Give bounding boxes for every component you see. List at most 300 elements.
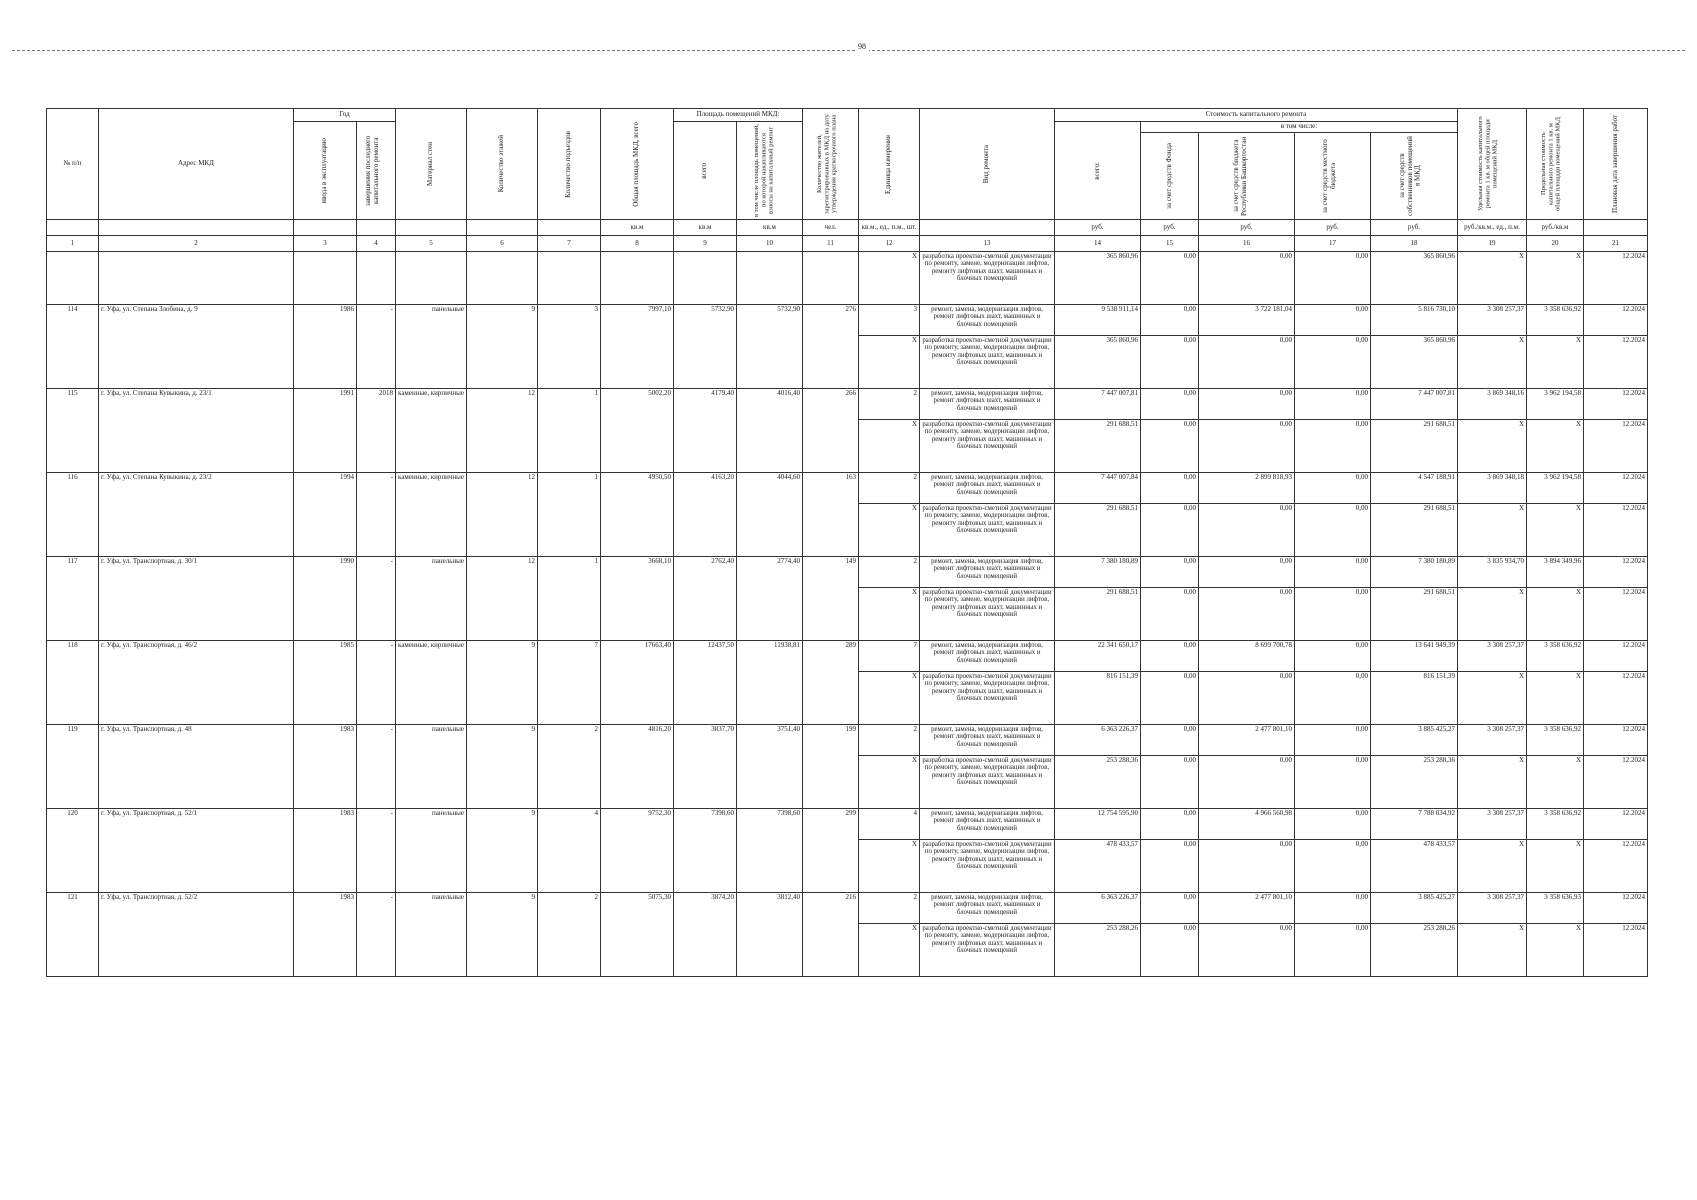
column-number-18: 18 xyxy=(1371,236,1458,252)
floors-cell: 9 xyxy=(467,641,538,725)
unit-cost-cell: Х xyxy=(1458,924,1527,977)
unit-label-5 xyxy=(396,220,467,236)
residents-cell: 216 xyxy=(803,893,859,977)
cost-local-cell: 0,00 xyxy=(1295,924,1371,977)
column-number-19: 19 xyxy=(1458,236,1527,252)
limit-cost-cell: Х xyxy=(1527,252,1584,305)
work-cell: разработка проектно-сметной документации по ремонту, замене, модернизации лифтов, ремонту лифтовых шахт, машинных и блочных помещений xyxy=(920,504,1055,557)
unit-label-19: руб./кв.м., ед., п.м. xyxy=(1458,220,1527,236)
cost-total-cell: 291 688,51 xyxy=(1055,420,1141,473)
cost-local-cell: 0,00 xyxy=(1295,893,1371,924)
address-cell: г. Уфа, ул. Степана Кувыкина, д. 23/1 xyxy=(99,389,294,473)
unit-cell: 3 xyxy=(859,305,920,336)
work-cell: разработка проектно-сметной документации по ремонту, замене, модернизации лифтов, ремонту лифтовых шахт, машинных и блочных помещений xyxy=(920,252,1055,305)
work-cell: разработка проектно-сметной документации по ремонту, замене, модернизации лифтов, ремонту лифтовых шахт, машинных и блочных помещений xyxy=(920,756,1055,809)
limit-cost-cell: 3 962 194,58 xyxy=(1527,389,1584,420)
cost-republic-cell: 0,00 xyxy=(1199,924,1295,977)
work-cell: ремонт, замена, модернизация лифтов, ремонт лифтовых шахт, машинных и блочных помещений xyxy=(920,305,1055,336)
last-repair-cell: - xyxy=(357,473,396,557)
date-cell: 12.2024 xyxy=(1584,336,1648,389)
cost-owners-cell: 5 816 730,10 xyxy=(1371,305,1458,336)
entrances-cell: 7 xyxy=(538,641,601,725)
material-cell: панельные xyxy=(396,809,467,893)
cost-republic-cell: 2 899 818,93 xyxy=(1199,473,1295,504)
header-cost-total: всего: xyxy=(1055,122,1141,220)
unit-cost-cell: 3 835 934,70 xyxy=(1458,557,1527,588)
limit-cost-cell: 3 358 636,92 xyxy=(1527,641,1584,672)
premises-total-cell: 12437,50 xyxy=(674,641,737,725)
cost-local-cell: 0,00 xyxy=(1295,641,1371,672)
cost-republic-cell: 0,00 xyxy=(1199,588,1295,641)
cost-total-cell: 365 860,96 xyxy=(1055,252,1141,305)
entrances-cell: 1 xyxy=(538,473,601,557)
unit-label-6 xyxy=(467,220,538,236)
premises-fund-cell: 4044,60 xyxy=(737,473,803,557)
column-number-9: 9 xyxy=(674,236,737,252)
cost-fund-cell: 0,00 xyxy=(1141,336,1199,389)
cost-total-cell: 22 341 650,17 xyxy=(1055,641,1141,672)
residents-cell: 163 xyxy=(803,473,859,557)
table-row xyxy=(47,305,1648,336)
cost-fund-cell: 0,00 xyxy=(1141,588,1199,641)
cost-fund-cell: 0,00 xyxy=(1141,641,1199,672)
cost-republic-cell: 0,00 xyxy=(1199,672,1295,725)
header-total-area: Общая площадь МКД, всего xyxy=(601,109,674,220)
date-cell: 12.2024 xyxy=(1584,588,1648,641)
header-cost-group: Стоимость капитального ремонта xyxy=(1055,109,1458,122)
unit-cost-cell: 3 308 257,37 xyxy=(1458,305,1527,336)
unit-label-9: кв.м xyxy=(674,220,737,236)
material-cell: каменные, кирпичные xyxy=(396,641,467,725)
column-number-12: 12 xyxy=(859,236,920,252)
residents-cell: 199 xyxy=(803,725,859,809)
unit-cell: Х xyxy=(859,840,920,893)
unit-cost-cell: Х xyxy=(1458,336,1527,389)
floors-cell: 9 xyxy=(467,725,538,809)
unit-cell: 2 xyxy=(859,557,920,588)
work-cell: ремонт, замена, модернизация лифтов, ремонт лифтовых шахт, машинных и блочных помещений xyxy=(920,725,1055,756)
premises-fund-cell: 7398,60 xyxy=(737,809,803,893)
header-including: в том числе: xyxy=(1141,122,1458,133)
last-repair-cell: - xyxy=(357,893,396,977)
column-number-11: 11 xyxy=(803,236,859,252)
total-area-cell: 5075,30 xyxy=(601,893,674,977)
capital-repair-table xyxy=(46,108,1648,977)
total-area-cell: 4950,50 xyxy=(601,473,674,557)
year-cell: 1991 xyxy=(294,389,357,473)
column-number-7: 7 xyxy=(538,236,601,252)
residents-cell: 276 xyxy=(803,305,859,389)
premises-fund-cell: 3751,40 xyxy=(737,725,803,809)
header-wall-material: Материал стен xyxy=(396,109,467,220)
cost-fund-cell: 0,00 xyxy=(1141,672,1199,725)
limit-cost-cell: Х xyxy=(1527,336,1584,389)
address-cell: г. Уфа, ул. Транспортная, д. 52/1 xyxy=(99,809,294,893)
premises-fund-cell: 5732,90 xyxy=(737,305,803,389)
column-number-3: 3 xyxy=(294,236,357,252)
premises-total-cell: 2762,40 xyxy=(674,557,737,641)
cost-local-cell: 0,00 xyxy=(1295,840,1371,893)
premises-total-cell: 3874,20 xyxy=(674,893,737,977)
material-cell: каменные, кирпичные xyxy=(396,473,467,557)
cost-local-cell: 0,00 xyxy=(1295,809,1371,840)
column-number-21: 21 xyxy=(1584,236,1648,252)
cost-total-cell: 291 688,51 xyxy=(1055,504,1141,557)
year-cell: 1990 xyxy=(294,557,357,641)
cost-owners-cell: 291 688,51 xyxy=(1371,420,1458,473)
cost-owners-cell: 291 688,51 xyxy=(1371,504,1458,557)
cost-owners-cell: 478 433,57 xyxy=(1371,840,1458,893)
unit-cell: Х xyxy=(859,504,920,557)
total-area-cell: 7997,10 xyxy=(601,305,674,389)
cost-local-cell: 0,00 xyxy=(1295,252,1371,305)
cost-fund-cell: 0,00 xyxy=(1141,840,1199,893)
address-cell: г. Уфа, ул. Степана Злобина, д. 9 xyxy=(99,305,294,389)
work-cell: разработка проектно-сметной документации по ремонту, замене, модернизации лифтов, ремонту лифтовых шахт, машинных и блочных помещений xyxy=(920,420,1055,473)
column-number-5: 5 xyxy=(396,236,467,252)
premises-total-cell: 7398,60 xyxy=(674,809,737,893)
unit-cost-cell: 3 308 257,37 xyxy=(1458,893,1527,924)
floors-cell: 12 xyxy=(467,557,538,641)
cost-fund-cell: 0,00 xyxy=(1141,473,1199,504)
cost-fund-cell: 0,00 xyxy=(1141,893,1199,924)
unit-cell: Х xyxy=(859,420,920,473)
cost-local-cell: 0,00 xyxy=(1295,557,1371,588)
unit-cost-cell: Х xyxy=(1458,420,1527,473)
address-cell: г. Уфа, ул. Транспортная, д. 46/2 xyxy=(99,641,294,725)
unit-cell: Х xyxy=(859,588,920,641)
unit-cell: Х xyxy=(859,756,920,809)
limit-cost-cell: 3 358 636,93 xyxy=(1527,893,1584,924)
header-address: Адрес МКД xyxy=(99,109,294,220)
unit-cell: 2 xyxy=(859,725,920,756)
column-number-17: 17 xyxy=(1295,236,1371,252)
column-number-20: 20 xyxy=(1527,236,1584,252)
limit-cost-cell: 3 358 636,92 xyxy=(1527,305,1584,336)
year-cell: 1983 xyxy=(294,893,357,977)
cost-local-cell: 0,00 xyxy=(1295,725,1371,756)
cost-total-cell: 7 447 007,84 xyxy=(1055,473,1141,504)
unit-label-20: руб./кв.м xyxy=(1527,220,1584,236)
limit-cost-cell: Х xyxy=(1527,756,1584,809)
material-cell: каменные, кирпичные xyxy=(396,389,467,473)
table-row xyxy=(47,809,1648,840)
unit-cost-cell: Х xyxy=(1458,756,1527,809)
date-cell: 12.2024 xyxy=(1584,473,1648,504)
cost-total-cell: 6 363 226,37 xyxy=(1055,725,1141,756)
date-cell: 12.2024 xyxy=(1584,809,1648,840)
unit-label-7 xyxy=(538,220,601,236)
unit-label-17: руб. xyxy=(1295,220,1371,236)
header-unit: Единица измерения xyxy=(859,109,920,220)
year-cell: 1983 xyxy=(294,809,357,893)
work-cell: ремонт, замена, модернизация лифтов, ремонт лифтовых шахт, машинных и блочных помещений xyxy=(920,893,1055,924)
unit-cell: Х xyxy=(859,252,920,305)
date-cell: 12.2024 xyxy=(1584,672,1648,725)
date-cell: 12.2024 xyxy=(1584,389,1648,420)
date-cell: 12.2024 xyxy=(1584,924,1648,977)
header-cost-republic: за счет средств бюджета Республики Башкортостан xyxy=(1199,133,1295,220)
cost-total-cell: 9 538 911,14 xyxy=(1055,305,1141,336)
column-number-10: 10 xyxy=(737,236,803,252)
cost-fund-cell: 0,00 xyxy=(1141,504,1199,557)
address-cell: г. Уфа, ул. Степана Кувыкина, д. 23/2 xyxy=(99,473,294,557)
unit-label-12: кв.м., ед., п.м., шт. xyxy=(859,220,920,236)
unit-label-14: руб. xyxy=(1055,220,1141,236)
material-cell: панельные xyxy=(396,725,467,809)
last-repair-cell: - xyxy=(357,557,396,641)
cost-republic-cell: 0,00 xyxy=(1199,557,1295,588)
cost-total-cell: 816 151,39 xyxy=(1055,672,1141,725)
limit-cost-cell: 3 358 636,92 xyxy=(1527,809,1584,840)
header-entrances: Количество подъездов xyxy=(538,109,601,220)
cost-owners-cell: 253 288,36 xyxy=(1371,756,1458,809)
cost-owners-cell: 365 860,96 xyxy=(1371,336,1458,389)
header-premises-group: Площадь помещений МКД: xyxy=(674,109,803,122)
cost-total-cell: 253 288,36 xyxy=(1055,756,1141,809)
header-cost-local: за счет средств местного бюджета xyxy=(1295,133,1371,220)
unit-label-3 xyxy=(294,220,357,236)
year-cell: 1986 xyxy=(294,305,357,389)
address-cell: г. Уфа, ул. Транспортная, д. 52/2 xyxy=(99,893,294,977)
cost-total-cell: 7 447 007,81 xyxy=(1055,389,1141,420)
header-unit-cost: Удельная стоимость капитального ремонта 1 кв. м общей площади помещений МКД xyxy=(1458,109,1527,220)
limit-cost-cell: Х xyxy=(1527,924,1584,977)
cost-local-cell: 0,00 xyxy=(1295,756,1371,809)
floors-cell: 12 xyxy=(467,389,538,473)
limit-cost-cell: Х xyxy=(1527,588,1584,641)
column-number-14: 14 xyxy=(1055,236,1141,252)
total-area-cell: 9752,30 xyxy=(601,809,674,893)
cost-fund-cell: 0,00 xyxy=(1141,725,1199,756)
unit-cell: Х xyxy=(859,672,920,725)
limit-cost-cell: Х xyxy=(1527,420,1584,473)
unit-cell: 4 xyxy=(859,809,920,840)
entrances-cell: 1 xyxy=(538,557,601,641)
premises-total-cell: 4179,40 xyxy=(674,389,737,473)
work-cell: разработка проектно-сметной документации по ремонту, замене, модернизации лифтов, ремонту лифтовых шахт, машинных и блочных помещений xyxy=(920,672,1055,725)
address-cell: г. Уфа, ул. Транспортная, д. 48 xyxy=(99,725,294,809)
table-row xyxy=(47,473,1648,504)
premises-fund-cell: 11938,81 xyxy=(737,641,803,725)
cost-local-cell: 0,00 xyxy=(1295,336,1371,389)
premises-fund-cell: 2774,40 xyxy=(737,557,803,641)
cost-fund-cell: 0,00 xyxy=(1141,305,1199,336)
column-number-6: 6 xyxy=(467,236,538,252)
unit-cost-cell: Х xyxy=(1458,252,1527,305)
entrances-cell: 2 xyxy=(538,725,601,809)
column-number-4: 4 xyxy=(357,236,396,252)
unit-cost-cell: 3 869 348,16 xyxy=(1458,389,1527,420)
cost-owners-cell: 4 547 188,91 xyxy=(1371,473,1458,504)
cost-fund-cell: 0,00 xyxy=(1141,924,1199,977)
work-cell: ремонт, замена, модернизация лифтов, ремонт лифтовых шахт, машинных и блочных помещений xyxy=(920,557,1055,588)
entrances-cell: 4 xyxy=(538,809,601,893)
column-number-1: 1 xyxy=(47,236,99,252)
date-cell: 12.2024 xyxy=(1584,504,1648,557)
entrances-cell: 1 xyxy=(538,389,601,473)
row-number-cell: 121 xyxy=(47,893,99,977)
cost-fund-cell: 0,00 xyxy=(1141,252,1199,305)
table-row xyxy=(47,389,1648,420)
table-row xyxy=(47,725,1648,756)
cost-republic-cell: 0,00 xyxy=(1199,840,1295,893)
floors-cell: 12 xyxy=(467,473,538,557)
date-cell: 12.2024 xyxy=(1584,756,1648,809)
limit-cost-cell: 3 962 194,58 xyxy=(1527,473,1584,504)
header-cost-fund: за счет средств Фонда xyxy=(1141,133,1199,220)
unit-label-11: чел. xyxy=(803,220,859,236)
limit-cost-cell: 3 894 349,96 xyxy=(1527,557,1584,588)
floors-cell: 9 xyxy=(467,893,538,977)
unit-label-1 xyxy=(47,220,99,236)
header-year-group: Год xyxy=(294,109,396,122)
entrances-cell: 3 xyxy=(538,305,601,389)
cost-total-cell: 7 380 180,89 xyxy=(1055,557,1141,588)
date-cell: 12.2024 xyxy=(1584,557,1648,588)
column-number-8: 8 xyxy=(601,236,674,252)
header-premises-total: всего xyxy=(674,122,737,220)
table-body xyxy=(47,252,1648,977)
cost-republic-cell: 3 722 181,04 xyxy=(1199,305,1295,336)
continuation-row xyxy=(47,252,1648,305)
cost-owners-cell: 7 447 007,81 xyxy=(1371,389,1458,420)
row-number-cell: 115 xyxy=(47,389,99,473)
cost-owners-cell: 291 688,51 xyxy=(1371,588,1458,641)
material-cell: панельные xyxy=(396,557,467,641)
work-cell: разработка проектно-сметной документации по ремонту, замене, модернизации лифтов, ремонту лифтовых шахт, машинных и блочных помещений xyxy=(920,840,1055,893)
row-number-cell: 119 xyxy=(47,725,99,809)
limit-cost-cell: Х xyxy=(1527,840,1584,893)
header-planned-date: Плановая дата завершения работ xyxy=(1584,109,1648,220)
cost-owners-cell: 816 151,39 xyxy=(1371,672,1458,725)
work-cell: ремонт, замена, модернизация лифтов, ремонт лифтовых шахт, машинных и блочных помещений xyxy=(920,389,1055,420)
unit-cell: Х xyxy=(859,924,920,977)
cost-republic-cell: 8 699 700,78 xyxy=(1199,641,1295,672)
cost-local-cell: 0,00 xyxy=(1295,588,1371,641)
unit-cell: 2 xyxy=(859,473,920,504)
cost-fund-cell: 0,00 xyxy=(1141,389,1199,420)
cost-republic-cell: 0,00 xyxy=(1199,504,1295,557)
unit-label-13 xyxy=(920,220,1055,236)
unit-cost-cell: Х xyxy=(1458,840,1527,893)
total-area-cell: 4816,20 xyxy=(601,725,674,809)
unit-cost-cell: 3 308 257,37 xyxy=(1458,725,1527,756)
residents-cell: 266 xyxy=(803,389,859,473)
limit-cost-cell: Х xyxy=(1527,504,1584,557)
unit-cell: 7 xyxy=(859,641,920,672)
column-number-16: 16 xyxy=(1199,236,1295,252)
cost-total-cell: 365 860,96 xyxy=(1055,336,1141,389)
cost-republic-cell: 4 966 560,98 xyxy=(1199,809,1295,840)
column-number-13: 13 xyxy=(920,236,1055,252)
unit-cell: 2 xyxy=(859,893,920,924)
header-cost-owners: за счет средств собственников помещений в МКД xyxy=(1371,133,1458,220)
page-number: 98 xyxy=(855,42,869,51)
unit-label-21 xyxy=(1584,220,1648,236)
premises-fund-cell: 3812,40 xyxy=(737,893,803,977)
total-area-cell: 5002,20 xyxy=(601,389,674,473)
unit-label-16: руб. xyxy=(1199,220,1295,236)
unit-label-2 xyxy=(99,220,294,236)
unit-label-15: руб. xyxy=(1141,220,1199,236)
unit-cell: Х xyxy=(859,336,920,389)
cost-owners-cell: 13 641 949,39 xyxy=(1371,641,1458,672)
cost-republic-cell: 0,00 xyxy=(1199,252,1295,305)
total-area-cell: 3668,10 xyxy=(601,557,674,641)
row-number-cell: 120 xyxy=(47,809,99,893)
header-residents: Количество жителей, зарегистрированных в МКД на дату утверждения краткосрочного плана xyxy=(803,109,859,220)
last-repair-cell: 2018 xyxy=(357,389,396,473)
unit-cost-cell: Х xyxy=(1458,504,1527,557)
column-number-15: 15 xyxy=(1141,236,1199,252)
unit-cost-cell: Х xyxy=(1458,588,1527,641)
date-cell: 12.2024 xyxy=(1584,893,1648,924)
header-year-commission: ввода в эксплуатацию xyxy=(294,122,357,220)
cost-republic-cell: 0,00 xyxy=(1199,420,1295,473)
row-number-cell: 118 xyxy=(47,641,99,725)
cost-local-cell: 0,00 xyxy=(1295,672,1371,725)
header-floors: Количество этажей xyxy=(467,109,538,220)
work-cell: ремонт, замена, модернизация лифтов, ремонт лифтовых шахт, машинных и блочных помещений xyxy=(920,473,1055,504)
row-number-cell: 117 xyxy=(47,557,99,641)
last-repair-cell: - xyxy=(357,305,396,389)
cost-republic-cell: 0,00 xyxy=(1199,389,1295,420)
floors-cell: 9 xyxy=(467,305,538,389)
date-cell: 12.2024 xyxy=(1584,725,1648,756)
cost-republic-cell: 2 477 801,10 xyxy=(1199,725,1295,756)
work-cell: разработка проектно-сметной документации по ремонту, замене, модернизации лифтов, ремонту лифтовых шахт, машинных и блочных помещений xyxy=(920,336,1055,389)
year-cell: 1985 xyxy=(294,641,357,725)
unit-cost-cell: Х xyxy=(1458,672,1527,725)
cost-fund-cell: 0,00 xyxy=(1141,809,1199,840)
units-row xyxy=(47,220,1648,236)
row-number-cell: 116 xyxy=(47,473,99,557)
material-cell: панельные xyxy=(396,893,467,977)
cost-local-cell: 0,00 xyxy=(1295,305,1371,336)
cost-republic-cell: 0,00 xyxy=(1199,336,1295,389)
cost-total-cell: 291 688,51 xyxy=(1055,588,1141,641)
cost-owners-cell: 253 288,26 xyxy=(1371,924,1458,977)
last-repair-cell: - xyxy=(357,641,396,725)
header-premises-fund: в том числе площадь помещений, по которой накапливаются взносы на капитальный ремонт xyxy=(737,122,803,220)
year-cell: 1994 xyxy=(294,473,357,557)
table-row xyxy=(47,893,1648,924)
cost-owners-cell: 365 860,96 xyxy=(1371,252,1458,305)
unit-cell: 2 xyxy=(859,389,920,420)
top-divider xyxy=(12,50,1685,51)
cost-total-cell: 478 433,57 xyxy=(1055,840,1141,893)
header-year-last-repair: завершения последнего капитального ремонта xyxy=(357,122,396,220)
cost-total-cell: 6 363 226,37 xyxy=(1055,893,1141,924)
total-area-cell: 17663,40 xyxy=(601,641,674,725)
cost-local-cell: 0,00 xyxy=(1295,389,1371,420)
date-cell: 12.2024 xyxy=(1584,641,1648,672)
premises-total-cell: 3837,70 xyxy=(674,725,737,809)
limit-cost-cell: Х xyxy=(1527,672,1584,725)
entrances-cell: 2 xyxy=(538,893,601,977)
cost-local-cell: 0,00 xyxy=(1295,473,1371,504)
cost-fund-cell: 0,00 xyxy=(1141,756,1199,809)
year-cell: 1983 xyxy=(294,725,357,809)
date-cell: 12.2024 xyxy=(1584,420,1648,473)
cost-owners-cell: 3 885 425,27 xyxy=(1371,893,1458,924)
premises-total-cell: 5732,90 xyxy=(674,305,737,389)
date-cell: 12.2024 xyxy=(1584,840,1648,893)
cost-fund-cell: 0,00 xyxy=(1141,557,1199,588)
limit-cost-cell: 3 358 636,92 xyxy=(1527,725,1584,756)
last-repair-cell: - xyxy=(357,809,396,893)
